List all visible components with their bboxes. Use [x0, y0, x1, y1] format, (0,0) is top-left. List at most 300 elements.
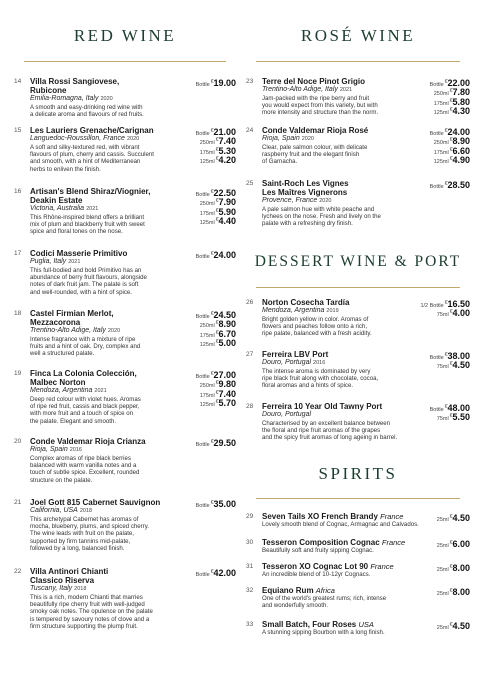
region-name: Provence, France	[262, 197, 318, 204]
serving-size: 75ml	[436, 364, 449, 371]
price-value: 24.00	[213, 250, 236, 260]
wine-description: Characterised by an excellent balance between	[262, 419, 391, 427]
price-row	[196, 145, 236, 154]
wine-name: Ferreira LBV Port	[262, 350, 329, 359]
price-row	[430, 179, 470, 188]
wine-details	[262, 350, 438, 390]
spirit-origin: France	[381, 538, 406, 547]
price-value: 7.40	[218, 136, 236, 147]
serving-size: 1/2 Bottle	[420, 303, 444, 309]
region-name: Trentino-Alto Adige, Italy	[262, 86, 338, 93]
price-value: 22.00	[447, 78, 470, 88]
vintage-year: 2021	[94, 388, 107, 394]
spirit-description: A stunning sipping Bourbon with a long finish.	[262, 629, 385, 636]
wine-description: smoky oak notes. The opulence on the palate	[30, 608, 153, 616]
wine-description: Intense fragrance with a mixture of ripe	[30, 335, 136, 343]
wine-description: ripe black fruit along with chocolate, cocoa,	[262, 374, 379, 382]
price-list	[430, 77, 470, 114]
serving-size: Bottle	[195, 442, 210, 448]
rose-wine-heading: ROSÉ WINE	[300, 26, 416, 45]
wine-name: Classico Riserva	[30, 576, 95, 585]
serving-size: 250ml	[199, 140, 215, 147]
region-name: Trentino-Alto Adige, Italy	[30, 327, 106, 334]
price-list	[196, 187, 236, 224]
item-number: 28	[246, 403, 254, 410]
price-row	[196, 337, 236, 346]
spirit-name	[262, 586, 442, 595]
region-name: Rioja, Spain	[262, 135, 300, 142]
region-name: Douro, Portugal	[262, 411, 312, 418]
serving-size: 175ml	[433, 149, 449, 156]
wine-region	[262, 197, 422, 206]
price-value: 5.50	[452, 412, 470, 423]
wine-details	[262, 77, 422, 117]
price-row	[196, 309, 236, 318]
serving-size: Bottle	[429, 131, 444, 137]
wine-details	[30, 187, 206, 236]
price-value: 8.90	[452, 136, 470, 147]
serving-size: 125ml	[433, 158, 449, 165]
wine-details	[30, 437, 206, 484]
serving-size: Bottle	[195, 254, 210, 260]
wine-description: Bright golden yellow in color. Aromas of	[262, 315, 369, 323]
currency-symbol: €	[449, 588, 453, 594]
spirit-title: Small Batch, Four Roses	[262, 620, 357, 629]
price-row	[437, 562, 470, 571]
price-row	[196, 388, 236, 397]
price-row	[196, 328, 236, 337]
price-list	[196, 77, 236, 86]
wine-description: well a structured palate.	[30, 350, 95, 358]
region-name: Mendoza, Argentina	[30, 387, 93, 394]
wine-description: The wine leads with fruit on the palate,	[30, 530, 134, 538]
red-wine-column	[14, 0, 236, 677]
price-row	[196, 196, 236, 208]
wine-region	[262, 135, 422, 144]
wine-description: Deep red colour with violet hues. Aromas	[30, 395, 141, 403]
price-row	[430, 86, 470, 98]
item-number: 16	[14, 188, 22, 195]
spirit-name	[262, 538, 442, 547]
serving-size: Bottle	[429, 184, 444, 190]
price-row	[430, 135, 470, 147]
price-row	[196, 437, 236, 446]
wine-description: and well-rounded, with a hint of spice.	[30, 288, 132, 296]
serving-size: 125ml	[199, 401, 215, 408]
price-row	[196, 206, 236, 215]
price-list	[437, 586, 470, 595]
serving-size: Bottle	[195, 503, 210, 509]
item-number: 27	[246, 351, 254, 358]
wine-description: flavours of plum, cherry and cassis. Succulent	[30, 150, 154, 158]
wine-region	[30, 205, 206, 214]
spirit-origin: Africa	[315, 586, 335, 595]
wine-description: herbs to enliven the finish.	[30, 165, 101, 173]
price-value: 48.00	[447, 403, 470, 413]
currency-symbol: €	[215, 329, 219, 336]
currency-symbol: €	[210, 371, 214, 377]
wine-name: Terre del Noce Pinot Grigio	[262, 77, 365, 86]
price-value: 5.30	[218, 145, 236, 156]
price-value: 5.00	[218, 337, 236, 348]
item-number: 21	[14, 499, 22, 506]
region-name: Emilia-Romagna, Italy	[30, 95, 99, 102]
price-row	[196, 77, 236, 86]
price-value: 19.00	[213, 78, 236, 88]
dessert-wine-divider	[256, 287, 460, 288]
price-value: 42.00	[213, 568, 236, 578]
serving-size: 25ml	[436, 517, 449, 523]
wine-description: notes of dark fruit jam. The palate is soft	[30, 281, 139, 289]
price-list	[437, 538, 470, 547]
wine-description: ripe palate, balanced with a fresh acidity.	[262, 330, 372, 338]
price-row	[437, 538, 470, 547]
vintage-year: 2020	[107, 328, 121, 334]
wine-region	[30, 327, 206, 336]
price-list	[196, 567, 236, 576]
wine-description: A smooth and easy-drinking red wine with	[30, 103, 143, 111]
item-number: 15	[14, 127, 22, 134]
wine-name: Finca La Colonia Colección,	[30, 369, 137, 378]
spirit-details	[262, 512, 442, 528]
wine-description: Clear, pale salmon colour, with delicate	[262, 143, 368, 151]
region-name: Douro, Portugal	[262, 359, 312, 366]
wine-description: followed by a long, balanced finish.	[30, 545, 125, 553]
wine-details	[262, 402, 438, 442]
wine-description: A pale salmon hue with white peache and	[262, 205, 375, 213]
price-value: 27.00	[213, 370, 236, 380]
price-row	[196, 498, 236, 507]
item-number: 24	[246, 127, 254, 134]
wine-description: This archetypal Cabernet has aromas of	[30, 515, 139, 523]
currency-symbol: €	[215, 198, 219, 205]
currency-symbol: €	[449, 564, 453, 570]
price-value: 4.00	[452, 308, 470, 319]
price-list	[437, 562, 470, 571]
serving-size: 250ml	[433, 91, 449, 98]
vintage-year: 2016	[69, 447, 82, 453]
price-row	[430, 126, 470, 135]
currency-symbol: €	[210, 189, 214, 195]
price-value: 4.30	[452, 105, 470, 116]
serving-size: 125ml	[199, 341, 215, 348]
currency-symbol: €	[210, 569, 214, 575]
wine-details	[30, 77, 206, 118]
price-row	[196, 215, 236, 224]
currency-symbol: €	[449, 137, 453, 144]
currency-symbol: €	[444, 300, 448, 306]
spirit-details	[262, 620, 442, 636]
price-value: 16.50	[447, 299, 470, 309]
price-row	[196, 369, 236, 378]
wine-name: Artisan's Blend Shiraz/Viognier,	[30, 187, 151, 196]
currency-symbol: €	[444, 79, 448, 85]
wine-description: structure on the palate.	[30, 476, 93, 484]
spirit-origin: France	[370, 562, 394, 571]
item-number: 20	[14, 438, 22, 445]
serving-size: 25ml	[436, 625, 449, 631]
price-row	[430, 145, 470, 154]
price-value: 8.00	[452, 563, 470, 573]
price-row	[430, 77, 470, 86]
region-name: California, USA	[30, 507, 78, 514]
wine-description: mix of plum and blackberry fruit with sweet	[30, 220, 145, 228]
wine-details	[30, 126, 206, 173]
serving-size: Bottle	[195, 374, 210, 380]
region-name: Puglia, Italy	[30, 258, 67, 265]
wine-description: flowers and peaches follow onto a rich,	[262, 322, 368, 330]
currency-symbol: €	[215, 216, 219, 223]
vintage-year: 2020	[301, 136, 314, 142]
spirit-title: Tesseron Composition Cognac	[262, 538, 380, 547]
price-row	[196, 154, 236, 163]
serving-size: 75ml	[436, 312, 449, 319]
wine-region	[30, 585, 206, 594]
wine-region	[30, 258, 206, 267]
price-value: 4.50	[452, 513, 470, 523]
vintage-year: 2021	[339, 87, 353, 93]
price-row	[430, 402, 470, 411]
wine-name: Malbec Norton	[30, 378, 86, 387]
region-name: Rioja, Spain	[30, 446, 68, 453]
price-value: 28.50	[447, 180, 470, 190]
spirit-description: An incredible blend of 10-12yr Cognacs.	[262, 571, 371, 578]
spirit-name	[262, 562, 442, 571]
serving-size: 25ml	[436, 591, 449, 597]
item-number: 25	[246, 180, 254, 187]
region-name: Victoria, Australia	[30, 205, 85, 212]
wine-name: Castel Firmian Merlot,	[30, 309, 114, 318]
wine-name: Mezzacorona	[30, 318, 81, 327]
currency-symbol: €	[449, 413, 453, 420]
wine-name: Les Maîtres Vignerons	[262, 188, 348, 197]
price-row	[430, 154, 470, 163]
price-value: 24.00	[447, 127, 470, 137]
spirits-divider	[256, 498, 460, 499]
price-value: 7.80	[452, 87, 470, 98]
item-number: 17	[14, 250, 22, 257]
serving-size: 175ml	[433, 100, 449, 107]
spirit-title: Tesseron XO Cognac Lot 90	[262, 562, 369, 571]
currency-symbol: €	[449, 146, 453, 153]
spirit-description: Beautifully soft and fruity sipping Cognac.	[262, 547, 374, 554]
serving-size: Bottle	[429, 407, 444, 413]
wine-description: firm structure supporting the plump fruit.	[30, 623, 138, 631]
wine-region	[262, 307, 438, 316]
wine-description: and smooth, with a hint of Mediterranean	[30, 158, 141, 166]
serving-size: 175ml	[199, 149, 215, 156]
currency-symbol: €	[215, 380, 219, 387]
wine-region	[30, 387, 206, 396]
serving-size: 250ml	[433, 140, 449, 147]
price-value: 6.60	[452, 145, 470, 156]
serving-size: 25ml	[436, 567, 449, 573]
wine-description: is tempered by savoury notes of clove and a	[30, 615, 150, 623]
wine-description: fruits and a hint of oak. Dry, complex and	[30, 342, 141, 350]
price-value: 5.90	[218, 206, 236, 217]
price-list	[420, 298, 470, 317]
price-list	[430, 179, 470, 188]
currency-symbol: €	[210, 79, 214, 85]
price-value: 4.50	[452, 360, 470, 371]
currency-symbol: €	[215, 155, 219, 162]
price-list	[196, 249, 236, 258]
wine-description: the palate. Elegant and smooth.	[30, 417, 117, 425]
item-number: 23	[246, 78, 254, 85]
price-list	[437, 620, 470, 629]
price-value: 8.90	[218, 319, 236, 330]
serving-size: Bottle	[195, 192, 210, 198]
price-value: 6.00	[452, 539, 470, 549]
item-number: 31	[246, 563, 254, 570]
wine-description: spice and floral tones on the nose.	[30, 228, 123, 236]
currency-symbol: €	[449, 97, 453, 104]
spirit-details	[262, 586, 442, 610]
price-value: 6.70	[218, 328, 236, 339]
price-value: 4.40	[218, 215, 236, 226]
region-name: Mendoza, Argentina	[262, 307, 325, 314]
wine-details	[30, 498, 206, 553]
vintage-year: 2019	[326, 308, 339, 314]
wine-description: abundance of berry fruit flavours, alongside	[30, 273, 147, 281]
serving-size: Bottle	[195, 131, 210, 137]
spirit-details	[262, 538, 442, 554]
currency-symbol: €	[210, 128, 214, 134]
currency-symbol: €	[210, 311, 214, 317]
serving-size: 175ml	[199, 210, 215, 217]
price-list	[437, 512, 470, 521]
price-value: 38.00	[447, 351, 470, 361]
price-row	[437, 620, 470, 629]
wine-name: Ferreira 10 Year Old Tawny Port	[262, 402, 383, 411]
price-list	[196, 369, 236, 406]
price-value: 35.00	[213, 499, 236, 509]
wine-name: Conde Valdemar Rioja Crianza	[30, 437, 146, 446]
price-row	[196, 567, 236, 576]
currency-symbol: €	[449, 88, 453, 95]
wine-description: of Garnacha.	[262, 158, 298, 166]
price-list	[196, 309, 236, 346]
item-number: 26	[246, 299, 254, 306]
price-list	[430, 402, 470, 421]
item-number: 18	[14, 310, 22, 317]
serving-size: Bottle	[195, 82, 210, 88]
price-list	[196, 498, 236, 507]
price-row	[196, 378, 236, 390]
wine-details	[30, 567, 206, 631]
currency-symbol: €	[449, 514, 453, 520]
price-value: 24.50	[213, 310, 236, 320]
currency-symbol: €	[210, 251, 214, 257]
wine-name: Conde Valdemar Rioja Rosé	[262, 126, 369, 135]
price-list	[430, 126, 470, 163]
serving-size: Bottle	[429, 82, 444, 88]
currency-symbol: €	[444, 352, 448, 358]
wine-name: Saint-Roch Les Vignes	[262, 179, 349, 188]
wine-description: This Rhône-inspired blend offers a brilliant	[30, 213, 145, 221]
serving-size: 250ml	[199, 201, 215, 208]
price-row	[196, 318, 236, 330]
item-number: 22	[14, 568, 22, 575]
vintage-year: 2021	[68, 259, 81, 265]
wine-description: This full-bodied and bold Primitivo has an	[30, 266, 142, 274]
price-value: 21.00	[213, 127, 236, 137]
wine-details	[30, 309, 206, 358]
currency-symbol: €	[215, 320, 219, 327]
currency-symbol: €	[444, 181, 448, 187]
spirit-title: Equiano Rum	[262, 586, 314, 595]
serving-size: Bottle	[195, 572, 210, 578]
wine-region	[30, 135, 206, 144]
wine-region	[30, 446, 206, 455]
serving-size: 250ml	[199, 383, 215, 390]
price-value: 7.40	[218, 388, 236, 399]
wine-name: Joel Gott 815 Cabernet Sauvignon	[30, 498, 161, 507]
wine-description: floral aromas and a hints of spice.	[262, 382, 354, 390]
price-row	[196, 249, 236, 258]
serving-size: 75ml	[436, 416, 449, 423]
wine-region	[262, 359, 438, 368]
price-value: 7.90	[218, 197, 236, 208]
serving-size: 125ml	[199, 219, 215, 226]
vintage-year: 2021	[86, 206, 99, 212]
wine-description: raspberry fruit and the elegant finish	[262, 150, 360, 158]
spirits-heading: SPIRITS	[318, 464, 398, 483]
region-name: Languedoc-Roussillon, France	[30, 135, 125, 142]
wine-details	[30, 369, 206, 425]
price-value: 4.20	[218, 154, 236, 165]
spirit-description: and wonderfully smooth.	[262, 602, 329, 610]
wine-description: supported by firm tannins mid-palate,	[30, 537, 131, 545]
region-name: Tuscany, Italy	[30, 585, 73, 592]
right-column	[246, 0, 470, 677]
price-row	[196, 135, 236, 147]
currency-symbol: €	[449, 106, 453, 113]
price-value: 4.90	[452, 154, 470, 165]
wine-description: and the spicy fruit aromas of long ageing in barrel.	[262, 434, 398, 442]
wine-details	[30, 249, 206, 296]
wine-description: beautifully ripe cherry fruit with well-judged	[30, 600, 145, 608]
currency-symbol: €	[449, 540, 453, 546]
currency-symbol: €	[449, 155, 453, 162]
spirit-details	[262, 562, 442, 578]
price-value: 29.50	[213, 438, 236, 448]
wine-name: Villa Rossi Sangiovese,	[30, 77, 120, 86]
wine-description: This is a rich, modern Chianti that marries	[30, 593, 143, 601]
wine-details	[262, 298, 438, 338]
rose-wine-divider	[256, 61, 460, 62]
wine-description: you would expect from this variety, but with	[262, 101, 378, 109]
currency-symbol: €	[449, 361, 453, 368]
vintage-year: 2016	[313, 360, 326, 366]
price-row	[430, 96, 470, 105]
spirit-origin: USA	[358, 620, 374, 629]
spirit-name	[262, 512, 442, 521]
vintage-year: 2020	[126, 136, 140, 142]
price-row	[196, 397, 236, 406]
wine-description: balanced with warm vanilla notes and a	[30, 461, 137, 469]
wine-description: A soft and silky-textured red, with vibrant	[30, 143, 140, 151]
wine-description: lychees on the nose. Fresh and lively on the	[262, 212, 381, 220]
currency-symbol: €	[215, 207, 219, 214]
price-list	[430, 350, 470, 369]
currency-symbol: €	[449, 622, 453, 628]
serving-size: 250ml	[199, 323, 215, 330]
serving-size: Bottle	[429, 355, 444, 361]
price-value: 22.50	[213, 188, 236, 198]
currency-symbol: €	[444, 404, 448, 410]
price-list	[196, 437, 236, 446]
